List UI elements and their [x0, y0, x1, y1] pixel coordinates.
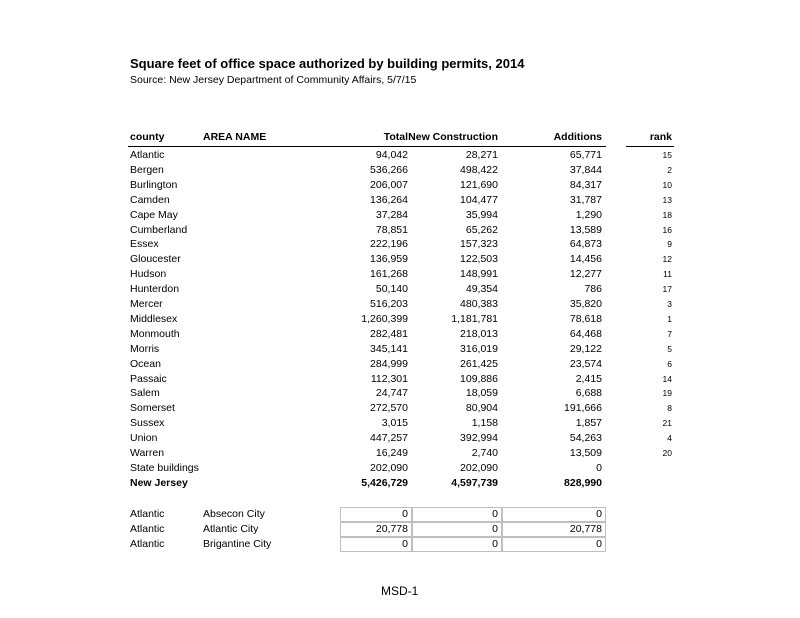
county-cell: Somerset [130, 402, 175, 415]
table-row [0, 386, 800, 401]
cell-border [502, 507, 606, 522]
total-cell: 222,196 [370, 238, 408, 251]
rank-cell: 4 [667, 433, 672, 444]
county-cell: Monmouth [130, 327, 180, 340]
rank-cell: 8 [667, 403, 672, 414]
total-cell: 136,264 [370, 193, 408, 206]
cell-border [340, 507, 412, 522]
cell-border [340, 522, 412, 537]
table-row [0, 282, 800, 297]
additions-cell: 14,456 [569, 253, 602, 266]
total-cell: 0 [402, 508, 408, 520]
additions-cell: 0 [596, 538, 602, 550]
additions-cell: 78,618 [569, 312, 602, 325]
total-cell: 16,249 [375, 447, 408, 459]
additions-cell: 13,589 [569, 223, 602, 236]
cell-border [340, 537, 412, 552]
municipality-county-cell: Atlantic [130, 538, 165, 550]
table-row [0, 357, 800, 372]
county-cell: Union [130, 432, 158, 445]
new-construction-cell: 49,354 [465, 283, 498, 296]
additions-cell: 0 [596, 508, 602, 520]
county-cell: Mercer [130, 298, 163, 310]
county-cell: Gloucester [130, 253, 181, 266]
header-total: Total [383, 131, 408, 143]
state-total-additions: 828,990 [564, 477, 602, 489]
additions-cell: 54,263 [569, 432, 602, 445]
county-cell: Bergen [130, 163, 164, 176]
table-header [0, 130, 800, 145]
county-cell: Camden [130, 193, 170, 206]
new-construction-cell: 0 [492, 523, 498, 535]
cell-border [502, 537, 606, 552]
rank-cell: 20 [662, 448, 672, 458]
new-construction-cell: 18,059 [465, 387, 498, 400]
new-construction-cell: 1,181,781 [451, 312, 498, 325]
county-cell: Cape May [130, 208, 178, 221]
table-row [0, 163, 800, 178]
rank-cell: 18 [662, 209, 672, 220]
total-cell: 536,266 [370, 163, 408, 176]
report-source: Source: New Jersey Department of Community Affairs, 5/7/15 [130, 74, 417, 86]
new-construction-cell: 148,991 [460, 268, 498, 281]
total-cell: 202,090 [370, 461, 408, 474]
rank-cell: 12 [662, 254, 672, 265]
table-row [0, 148, 800, 163]
county-cell: Atlantic [130, 149, 165, 161]
county-cell: Hudson [130, 268, 167, 281]
table-row [0, 193, 800, 208]
report-title: Square feet of office space authorized by building permits, 2014 [130, 56, 525, 71]
new-construction-cell: 498,422 [460, 163, 498, 176]
header-area-name: AREA NAME [203, 131, 267, 143]
new-construction-cell: 202,090 [460, 461, 498, 474]
additions-cell: 786 [584, 283, 602, 296]
state-total-value: 5,426,729 [361, 477, 408, 489]
county-cell: Cumberland [130, 223, 188, 236]
total-cell: 516,203 [370, 298, 408, 310]
new-construction-cell: 392,994 [460, 432, 498, 445]
county-cell: Warren [130, 447, 165, 459]
additions-cell: 191,666 [564, 402, 602, 415]
total-cell: 0 [402, 538, 408, 550]
additions-cell: 84,317 [569, 178, 602, 191]
rank-divider [626, 146, 674, 147]
rank-cell: 1 [667, 313, 672, 324]
county-cell: Essex [130, 238, 159, 251]
additions-cell: 1,290 [575, 208, 602, 221]
new-construction-cell: 122,503 [460, 253, 498, 266]
county-cell: Hunterdon [130, 283, 180, 296]
new-construction-cell: 121,690 [460, 178, 498, 191]
rank-cell: 14 [662, 373, 672, 384]
cell-border [412, 522, 502, 537]
additions-cell: 20,778 [569, 523, 602, 535]
new-construction-cell: 1,158 [471, 417, 498, 430]
new-construction-cell: 35,994 [465, 208, 498, 221]
page-label: MSD-1 [381, 584, 419, 598]
total-cell: 112,301 [370, 372, 408, 385]
additions-cell: 65,771 [569, 149, 602, 161]
total-cell: 447,257 [370, 432, 408, 445]
new-construction-cell: 28,271 [465, 149, 498, 161]
rank-cell: 3 [667, 299, 672, 309]
rank-cell: 5 [667, 343, 672, 354]
header-county: county [130, 131, 165, 143]
rank-cell: 11 [663, 269, 672, 280]
table-row [0, 401, 800, 416]
total-cell: 94,042 [375, 149, 408, 161]
table-row [0, 252, 800, 267]
total-cell: 50,140 [375, 283, 408, 296]
new-construction-cell: 104,477 [460, 193, 498, 206]
header-additions: Additions [553, 131, 602, 143]
rank-cell: 16 [662, 224, 672, 235]
total-cell: 3,015 [381, 417, 408, 430]
new-construction-cell: 316,019 [460, 342, 498, 355]
additions-cell: 29,122 [569, 342, 602, 355]
new-construction-cell: 80,904 [465, 402, 498, 415]
area-name-cell: Brigantine City [203, 538, 272, 550]
table-row [0, 446, 800, 461]
additions-cell: 31,787 [569, 193, 602, 206]
rank-cell: 17 [662, 284, 672, 295]
municipality-county-cell: Atlantic [130, 508, 165, 520]
rank-cell: 2 [667, 164, 672, 175]
state-total-row [0, 476, 800, 491]
table-row [0, 342, 800, 357]
rank-cell: 15 [662, 150, 672, 160]
new-construction-cell: 480,383 [460, 298, 498, 310]
county-cell: Ocean [130, 357, 161, 370]
table-row [0, 223, 800, 238]
new-construction-cell: 109,886 [460, 372, 498, 385]
state-total-label: New Jersey [130, 477, 188, 489]
cell-border [412, 507, 502, 522]
table-row [0, 208, 800, 223]
county-cell: Passaic [130, 372, 167, 385]
new-construction-cell: 218,013 [460, 327, 498, 340]
additions-cell: 1,857 [575, 417, 602, 430]
state-total-new-construction: 4,597,739 [451, 477, 498, 489]
total-cell: 345,141 [370, 342, 408, 355]
additions-cell: 23,574 [569, 357, 602, 370]
total-cell: 272,570 [370, 402, 408, 415]
rank-cell: 9 [667, 239, 672, 250]
total-cell: 284,999 [370, 357, 408, 370]
cell-border [412, 537, 502, 552]
new-construction-cell: 0 [492, 538, 498, 550]
additions-cell: 13,509 [569, 447, 602, 459]
table-row [0, 416, 800, 431]
new-construction-cell: 261,425 [460, 357, 498, 370]
new-construction-cell: 2,740 [471, 447, 498, 459]
header-new-construction: New Construction [408, 131, 498, 143]
table-row [0, 237, 800, 252]
area-name-cell: Absecon City [203, 508, 265, 520]
county-cell: State buildings [130, 461, 199, 474]
total-cell: 1,260,399 [361, 312, 408, 325]
table-row [0, 312, 800, 327]
table-row [0, 267, 800, 282]
rank-cell: 10 [662, 179, 672, 190]
table-row [0, 372, 800, 387]
total-cell: 206,007 [370, 178, 408, 191]
additions-cell: 2,415 [575, 372, 602, 385]
table-row [0, 297, 800, 312]
total-cell: 136,959 [370, 253, 408, 266]
header-divider [128, 146, 606, 147]
new-construction-cell: 157,323 [460, 238, 498, 251]
county-cell: Salem [130, 387, 160, 400]
total-cell: 37,284 [375, 208, 408, 221]
new-construction-cell: 65,262 [465, 223, 498, 236]
new-construction-cell: 0 [492, 508, 498, 520]
total-cell: 24,747 [375, 387, 408, 400]
table-row [0, 178, 800, 193]
county-cell: Sussex [130, 417, 165, 430]
additions-cell: 6,688 [575, 387, 602, 400]
header-rank: rank [649, 131, 672, 143]
area-name-cell: Atlantic City [203, 523, 259, 535]
county-cell: Morris [130, 342, 160, 355]
additions-cell: 64,468 [569, 327, 602, 340]
municipality-county-cell: Atlantic [130, 523, 165, 535]
rank-cell: 6 [667, 358, 672, 369]
cell-border [502, 522, 606, 537]
additions-cell: 37,844 [569, 163, 602, 176]
table-row [0, 431, 800, 446]
table-row [0, 461, 800, 476]
rank-cell: 7 [667, 328, 672, 339]
total-cell: 20,778 [375, 523, 408, 535]
total-cell: 78,851 [375, 223, 408, 236]
rank-cell: 13 [662, 194, 672, 205]
county-cell: Middlesex [130, 312, 178, 325]
rank-cell: 21 [662, 418, 672, 429]
total-cell: 161,268 [370, 268, 408, 281]
additions-cell: 0 [596, 461, 602, 474]
total-cell: 282,481 [370, 327, 408, 340]
additions-cell: 12,277 [569, 268, 602, 281]
additions-cell: 35,820 [569, 298, 602, 310]
rank-cell: 19 [662, 388, 672, 399]
additions-cell: 64,873 [569, 238, 602, 251]
table-row [0, 327, 800, 342]
county-cell: Burlington [130, 178, 178, 191]
